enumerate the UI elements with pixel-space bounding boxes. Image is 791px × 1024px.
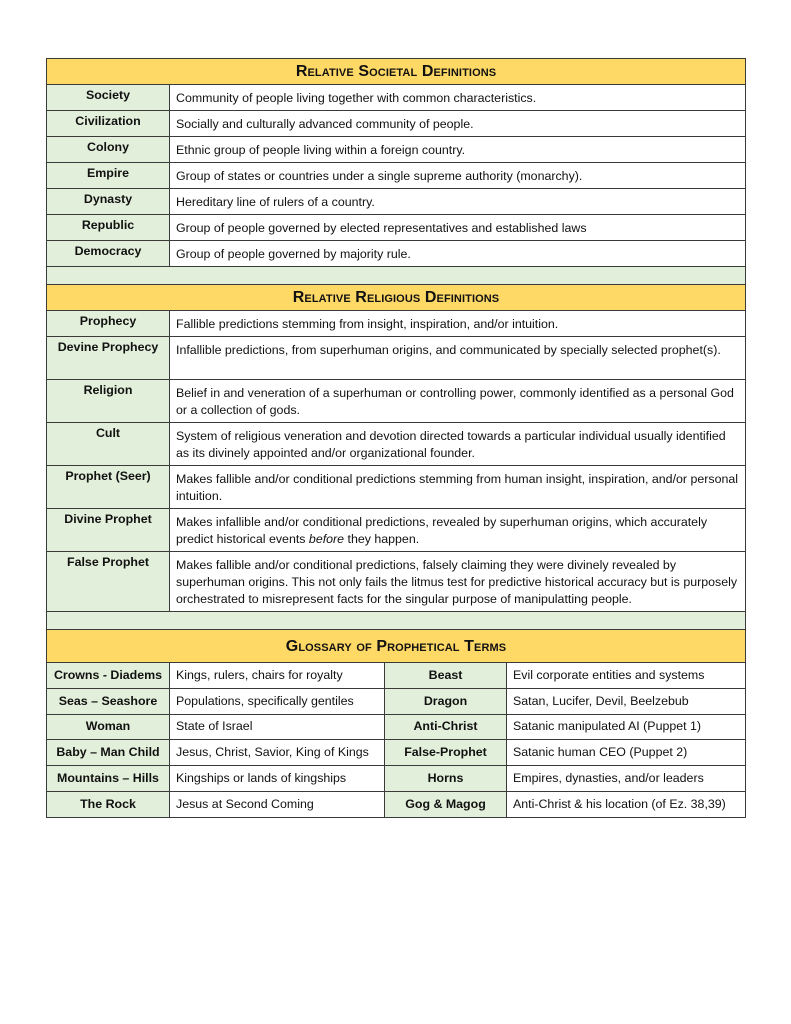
glossary-meaning: Evil corporate entities and systems <box>507 663 746 689</box>
definition-row <box>47 466 746 509</box>
glossary-term: Anti-Christ <box>385 714 507 740</box>
term-label: Society <box>47 85 170 111</box>
term-label: Religion <box>47 380 170 423</box>
term-label: Dynasty <box>47 189 170 215</box>
glossary-term: Crowns - Diadems <box>47 663 170 689</box>
term-label: Republic <box>47 215 170 241</box>
definition-row <box>47 85 746 111</box>
definition-row <box>47 311 746 337</box>
term-definition: Group of people governed by elected representatives and established laws <box>170 215 746 241</box>
term-definition: System of religious veneration and devotion directed towards a particular individual usually identified as its divinely appointed and/or organizational founder. <box>170 423 746 466</box>
glossary-meaning: Populations, specifically gentiles <box>170 688 385 714</box>
section-header-glossary <box>47 630 746 663</box>
section-title: Relative Religious Definitions <box>47 285 746 311</box>
definition-row <box>47 189 746 215</box>
term-label: Colony <box>47 137 170 163</box>
glossary-term: Baby – Man Child <box>47 740 170 766</box>
term-definition: Group of states or countries under a single supreme authority (monarchy). <box>170 163 746 189</box>
definitions-table <box>46 58 746 818</box>
section-title: Glossary of Prophetical Terms <box>47 630 746 663</box>
section-header-religious <box>47 285 746 311</box>
glossary-term: Gog & Magog <box>385 791 507 817</box>
glossary-meaning: Anti-Christ & his location (of Ez. 38,39) <box>507 791 746 817</box>
glossary-term: Seas – Seashore <box>47 688 170 714</box>
definition-row <box>47 423 746 466</box>
term-definition: Makes fallible and/or conditional predictions, falsely claiming they were divinely revealed by superhuman origins. This not only fails the litmus test for predictive historical accuracy but is purposely orchestrated to misrepresent facts for the singular purpose of manipulatting people. <box>170 552 746 612</box>
definition-text: Makes infallible and/or conditional predictions, revealed by superhuman origins, which accurately predict historical events <box>176 515 708 546</box>
definition-row <box>47 111 746 137</box>
glossary-term: Mountains – Hills <box>47 766 170 792</box>
glossary-row <box>47 740 746 766</box>
glossary-meaning: Satanic manipulated AI (Puppet 1) <box>507 714 746 740</box>
term-label: Civilization <box>47 111 170 137</box>
glossary-row <box>47 663 746 689</box>
term-definition: Makes fallible and/or conditional predictions stemming from human insight, inspiration, and/or personal intuition. <box>170 466 746 509</box>
term-label: Prophecy <box>47 311 170 337</box>
glossary-term: The Rock <box>47 791 170 817</box>
definition-row <box>47 215 746 241</box>
glossary-meaning: Kingships or lands of kingships <box>170 766 385 792</box>
definition-row <box>47 380 746 423</box>
definition-emphasis: before <box>308 532 345 546</box>
glossary-meaning: Jesus at Second Coming <box>170 791 385 817</box>
definition-row <box>47 241 746 267</box>
term-definition: Belief in and veneration of a superhuman or controlling power, commonly identified as a personal God or a collection of gods. <box>170 380 746 423</box>
definitions-document <box>46 58 745 818</box>
glossary-meaning: Satanic human CEO (Puppet 2) <box>507 740 746 766</box>
glossary-meaning: State of Israel <box>170 714 385 740</box>
term-definition: Hereditary line of rulers of a country. <box>170 189 746 215</box>
glossary-term: Horns <box>385 766 507 792</box>
term-label: Divine Prophet <box>47 509 170 552</box>
definition-row <box>47 337 746 380</box>
definition-row <box>47 137 746 163</box>
definition-row <box>47 509 746 552</box>
glossary-row <box>47 714 746 740</box>
term-definition <box>170 509 746 552</box>
term-label: False Prophet <box>47 552 170 612</box>
glossary-term: False-Prophet <box>385 740 507 766</box>
term-definition: Group of people governed by majority rule. <box>170 241 746 267</box>
glossary-term: Dragon <box>385 688 507 714</box>
section-spacer <box>47 267 746 285</box>
glossary-term: Woman <box>47 714 170 740</box>
section-spacer <box>47 612 746 630</box>
glossary-row <box>47 688 746 714</box>
section-header-societal <box>47 59 746 85</box>
glossary-meaning: Kings, rulers, chairs for royalty <box>170 663 385 689</box>
term-definition: Ethnic group of people living within a foreign country. <box>170 137 746 163</box>
definition-row <box>47 552 746 612</box>
glossary-meaning: Satan, Lucifer, Devil, Beelzebub <box>507 688 746 714</box>
glossary-row <box>47 766 746 792</box>
term-definition: Community of people living together with common characteristics. <box>170 85 746 111</box>
term-label: Democracy <box>47 241 170 267</box>
term-definition: Fallible predictions stemming from insight, inspiration, and/or intuition. <box>170 311 746 337</box>
term-definition: Socially and culturally advanced community of people. <box>170 111 746 137</box>
glossary-term: Beast <box>385 663 507 689</box>
glossary-meaning: Jesus, Christ, Savior, King of Kings <box>170 740 385 766</box>
glossary-meaning: Empires, dynasties, and/or leaders <box>507 766 746 792</box>
section-title: Relative Societal Definitions <box>47 59 746 85</box>
term-label: Cult <box>47 423 170 466</box>
definition-row <box>47 163 746 189</box>
definition-text: they happen. <box>344 532 420 546</box>
term-label: Empire <box>47 163 170 189</box>
term-label: Devine Prophecy <box>47 337 170 380</box>
term-label: Prophet (Seer) <box>47 466 170 509</box>
glossary-row <box>47 791 746 817</box>
term-definition: Infallible predictions, from superhuman origins, and communicated by specially selected prophet(s). <box>170 337 746 380</box>
